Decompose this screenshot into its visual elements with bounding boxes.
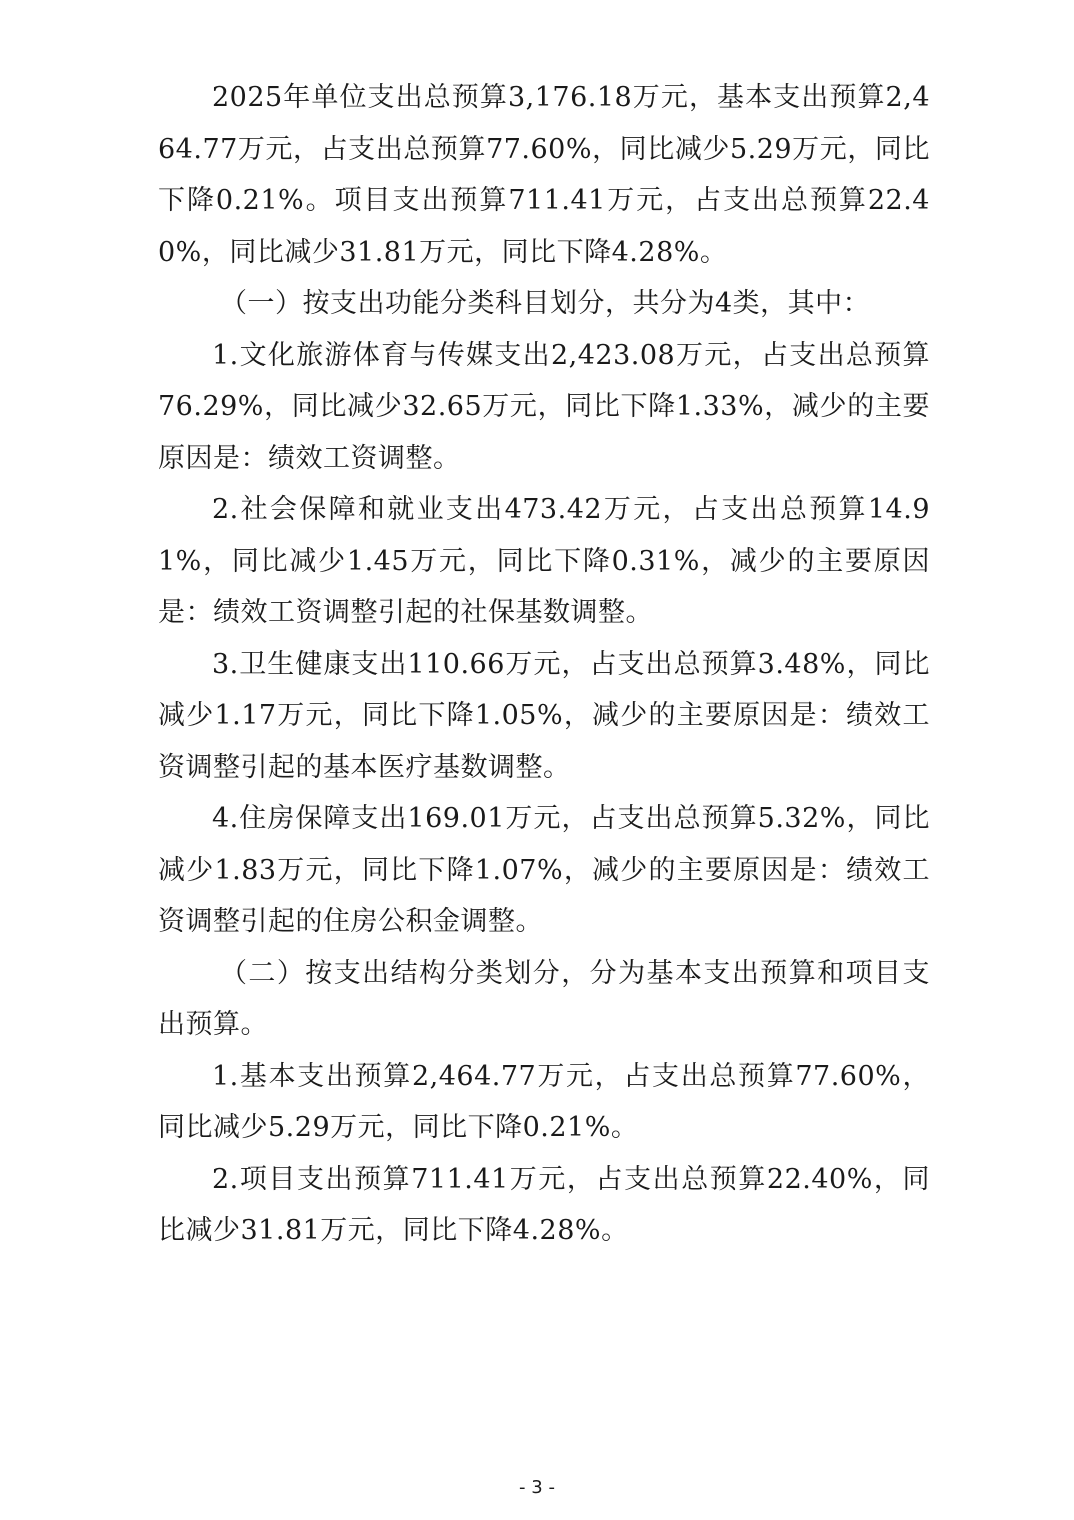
section-heading-structural-classification: （二）按支出结构分类划分，分为基本支出预算和项目支出预算。 [158,957,930,1040]
paragraph-housing-security: 4.住房保障支出169.01万元，占支出总预算5.32%，同比减少1.83万元，同比下降1.07%，减少的主要原因是：绩效工资调整引起的住房公积金调整。 [158,803,930,937]
paragraph-project-expenditure: 2.项目支出预算711.41万元，占支出总预算22.40%，同比减少31.81万元，同比下降4.28%。 [158,1163,930,1246]
paragraph-health: 3.卫生健康支出110.66万元，占支出总预算3.48%，同比减少1.17万元，同比下降1.05%，减少的主要原因是：绩效工资调整引起的基本医疗基数调整。 [158,648,930,783]
section-heading-functional-classification: （一）按支出功能分类科目划分，共分为4类，其中： [220,288,871,319]
paragraph-budget-summary: 2025年单位支出总预算3,176.18万元，基本支出预算2,464.77万元，占支出总预算77.60%，同比减少5.29万元，同比下降0.21%。项目支出预算711.41万元，占支出总预算22.40%，同比减少31.81万元，同比下降4.28%。 [158,82,930,268]
paragraph-basic-expenditure: 1.基本支出预算2,464.77万元，占支出总预算77.60%，同比减少5.29万元，同比下降0.21%。 [158,1060,930,1143]
paragraph-social-security-employment: 2.社会保障和就业支出473.42万元，占支出总预算14.91%，同比减少1.45万元，同比下降0.31%，减少的主要原因是：绩效工资调整引起的社保基数调整。 [158,494,930,628]
paragraph-culture-tourism-sports-media: 1.文化旅游体育与传媒支出2,423.08万元，占支出总预算76.29%，同比减少32.65万元，同比下降1.33%，减少的主要原因是：绩效工资调整。 [158,339,930,474]
document-body [158,72,930,1257]
page-number: - 3 - [519,1477,555,1498]
